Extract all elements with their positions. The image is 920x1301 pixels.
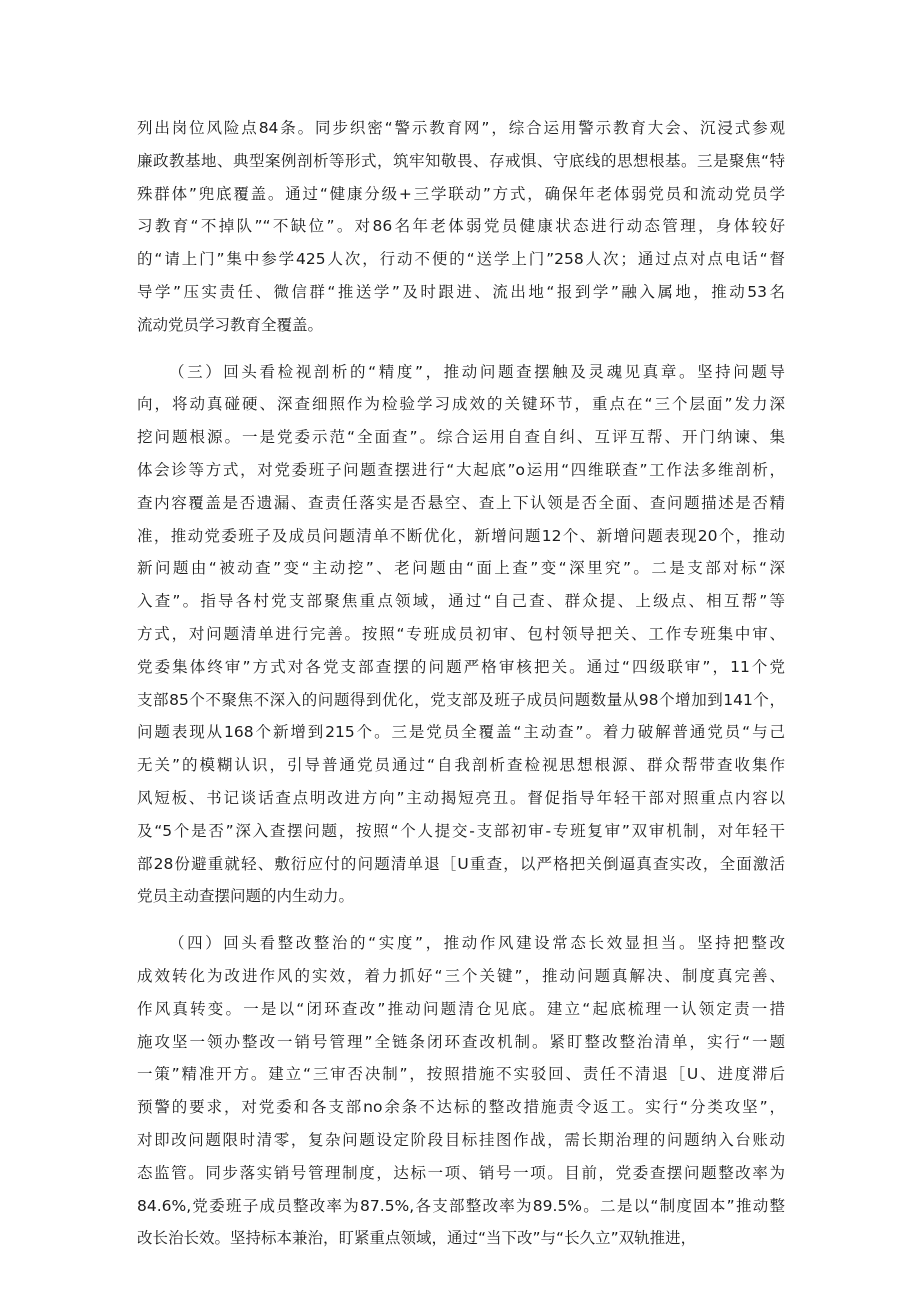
text-line: 向，将动真碰硬、深查细照作为检验学习成效的关键环节，重点在“三个层面”发力深 bbox=[137, 395, 785, 414]
text-line: 84.6%,党委班子成员整改率为87.5%,各支部整改率为89.5%。二是以“制度固本”推动整 bbox=[137, 1196, 785, 1215]
text-line: 问题表现从168个新增到215个。三是党员全覆盖“主动查”。着力破解普通党员“与己 bbox=[137, 723, 785, 742]
text-line: 流动党员学习教育全覆盖。 bbox=[137, 315, 324, 334]
text-line: 挖问题根源。一是党委示范“全面查”。综合运用自查自纠、互评互帮、开门纳谏、集 bbox=[137, 428, 785, 447]
text-line: 习教育“不掉队”“不缺位”。对86名年老体弱党员健康状态进行动态管理，身体较好 bbox=[137, 217, 785, 236]
text-line: 一策”精准开方。建立“三审否决制”，按照措施不实驳回、责任不清退［U、进度滞后 bbox=[137, 1065, 785, 1084]
text-line: 支部85个不聚焦不深入的问题得到优化，党支部及班子成员问题数量从98个增加到141个， bbox=[137, 690, 785, 709]
text-line: 部28份避重就轻、敷衍应付的问题清单退［U重查，以严格把关倒逼真查实改，全面激活 bbox=[137, 854, 785, 873]
text-line: 及“5个是否”深入查摆问题，按照“个人提交-支部初审-专班复审”双审机制，对年轻干 bbox=[137, 821, 785, 840]
paragraph bbox=[137, 927, 785, 1255]
text-line: 方式，对问题清单进行完善。按照“专班成员初审、包村领导把关、工作专班集中审、 bbox=[137, 624, 785, 643]
text-line: 列出岗位风险点84条。同步织密“警示教育网”，综合运用警示教育大会、沉浸式参观 bbox=[137, 119, 785, 137]
text-line: 党员主动查摆问题的内生动力。 bbox=[137, 887, 355, 906]
text-line: 改长治长效。坚持标本兼治，盯紧重点领域，通过“当下改”与“长久立”双轨推进， bbox=[137, 1229, 697, 1248]
text-line: 成效转化为改进作风的实效，着力抓好“三个关键”，推动问题真解决、制度真完善、 bbox=[137, 966, 785, 985]
text-line: 预警的要求，对党委和各支部no余条不达标的整改措施责令返工。实行“分类攻坚”， bbox=[137, 1098, 785, 1117]
text-line: 的“请上门”集中参学425人次，行动不便的“送学上门”258人次；通过点对点电话“督 bbox=[137, 250, 785, 269]
text-line: 导学”压实责任、微信群“推送学”及时跟进、流出地“报到学”融入属地，推动53名 bbox=[137, 282, 785, 301]
text-line: 体会诊等方式，对党委班子问题查摆进行“大起底”o运用“四维联查”工作法多维剖析， bbox=[137, 460, 785, 479]
text-line: 对即改问题限时清零，复杂问题设定阶段目标挂图作战，需长期治理的问题纳入台账动 bbox=[137, 1130, 785, 1149]
text-line: 查内容覆盖是否遗漏、查责任落实是否悬空、查上下认领是否全面、查问题描述是否精 bbox=[137, 493, 785, 512]
text-line: 态监管。同步落实销号管理制度，达标一项、销号一项。目前，党委查摆问题整改率为 bbox=[137, 1163, 785, 1182]
text-line: 党委集体终审”方式对各党支部查摆的问题严格审核把关。通过“四级联审”，11个党 bbox=[137, 657, 785, 676]
text-line: 风短板、书记谈话查点明改进方向”主动揭短亮丑。督促指导年轻干部对照重点内容以 bbox=[137, 788, 785, 807]
text-line: 准，推动党委班子及成员问题清单不断优化，新增问题12个、新增问题表现20个，推动 bbox=[137, 526, 785, 545]
text-line: 殊群体”兜底覆盖。通过“健康分级+三学联动”方式，确保年老体弱党员和流动党员学 bbox=[137, 184, 785, 203]
text-line: 廉政教基地、典型案例剖析等形式，筑牢知敬畏、存戒惧、守底线的思想根基。三是聚焦“特 bbox=[137, 151, 785, 170]
paragraph bbox=[137, 356, 785, 914]
text-line: 入查”。指导各村党支部聚焦重点领域，通过“自己查、群众提、上级点、相互帮”等 bbox=[137, 592, 785, 611]
text-line: 无关”的模糊认识，引导普通党员通过“自我剖析查检视思想根源、群众帮带查收集作 bbox=[137, 756, 785, 775]
text-line: 作风真转变。一是以“闭环查改”推动问题清仓见底。建立“起底梳理一认领定责一措 bbox=[137, 999, 785, 1018]
text-line: （三）回头看检视剖析的“精度”，推动问题查摆触及灵魂见真章。坚持问题导 bbox=[169, 362, 785, 381]
text-line: （四）回头看整改整治的“实度”，推动作风建设常态长效显担当。坚持把整改 bbox=[169, 934, 785, 953]
text-line: 新问题由“被动查”变“主动挖”、老问题由“面上查”变“深里究”。二是支部对标“深 bbox=[137, 559, 785, 578]
paragraph bbox=[137, 112, 785, 342]
text-line: 施攻坚一领办整改一销号管理”全链条闭环查改机制。紧盯整改整治清单，实行“一题 bbox=[137, 1032, 785, 1051]
document-body bbox=[137, 112, 785, 1255]
